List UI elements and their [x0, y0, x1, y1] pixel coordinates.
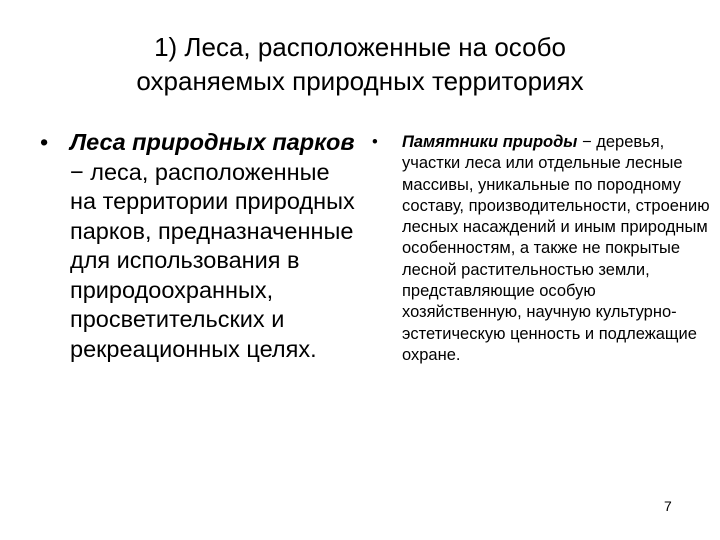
bullet-item-natural-monuments — [372, 132, 712, 366]
definition-natural-parks: − леса, расположенные на территории природных парков, предназначенные для использования в природоохранных, просветительских и рекреационных целях. — [70, 158, 355, 362]
definition-natural-monuments: − деревья, участки леса или отдельные лесные массивы, уникальные по породному составу, производительности, строению лесных насаждений и иным природным особенностям, а также не покрытые лесной растительностью земли, представляющие особую хозяйственную, научную культурно-эстетическую ценность и подлежащие охране. — [402, 133, 710, 364]
left-column — [40, 128, 360, 364]
bullet-icon: • — [372, 133, 378, 151]
term-natural-monuments: Памятники природы — [402, 133, 578, 151]
term-natural-parks: Леса природных парков — [70, 129, 355, 155]
page-number: 7 — [664, 498, 672, 514]
right-column — [372, 132, 712, 366]
slide-title-line-2: охраняемых природных территориях — [136, 66, 584, 96]
bullet-icon: • — [40, 129, 49, 155]
slide-title-line-1: 1) Леса, расположенные на особо — [154, 32, 566, 62]
bullet-item-natural-parks — [40, 128, 360, 364]
slide-title — [60, 30, 660, 98]
